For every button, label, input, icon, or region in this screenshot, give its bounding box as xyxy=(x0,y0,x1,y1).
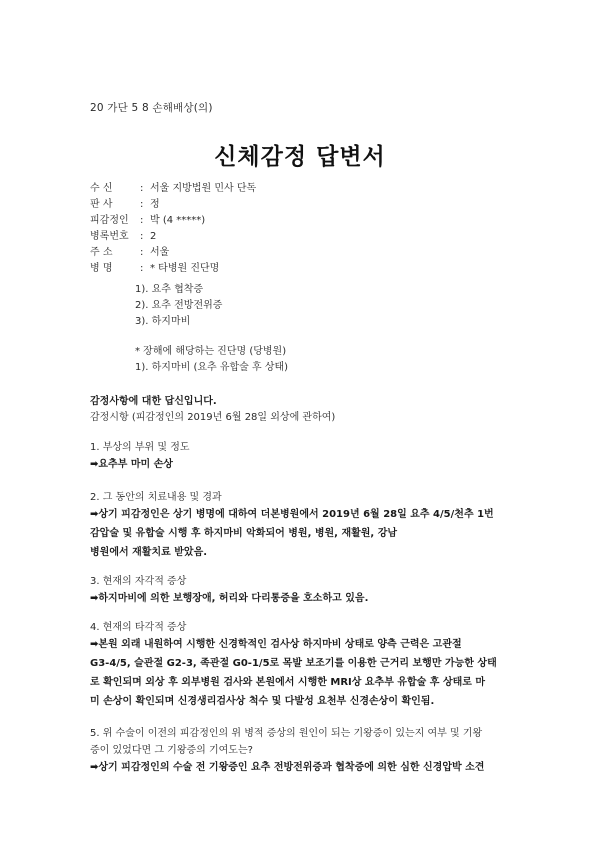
document-title: 신체감정 답변서 xyxy=(214,143,386,170)
section-5-question-line-1: 5. 위 수술이 이전의 피감정인의 위 병적 증상의 원인이 되는 기왕증이 있는지 여부 및 기왕 xyxy=(90,728,483,739)
section-2-answer-line-1: ➡상기 피감정인은 상기 병명에 대하여 더본병원에서 2019년 6월 28일 요추 4/5/천추 1번 xyxy=(90,509,494,520)
address-value: 서울 xyxy=(150,247,170,258)
answer-intro: 감정사항에 대한 답신입니다. xyxy=(90,396,217,407)
record-value: 2 xyxy=(150,231,157,242)
colon: : xyxy=(140,247,144,258)
section-4-answer-line-1: ➡본원 외래 내원하여 시행한 신경학적인 검사상 하지마비 상태로 양측 근력은 고관절 xyxy=(90,639,462,650)
diagnosis-ours-title: * 장해에 해당하는 진단명 (당병원) xyxy=(135,346,287,357)
diagnosis-ours-1: 1). 하지마비 (요추 유합술 후 상태) xyxy=(135,362,289,373)
record-label: 병록번호 xyxy=(90,231,129,242)
address-label: 주 소 xyxy=(90,247,113,258)
section-5-question-line-2: 증이 있었다면 그 기왕증의 기여도는? xyxy=(90,745,253,756)
colon: : xyxy=(140,183,144,194)
subject-label: 피감정인 xyxy=(90,215,129,226)
section-2-question: 2. 그 동안의 치료내용 및 경과 xyxy=(90,492,222,503)
section-4-question: 4. 현재의 타각적 증상 xyxy=(90,622,187,633)
section-4-answer-line-4: 미 손상이 확인되며 신경생리검사상 척수 및 다발성 요천부 신경손상이 확인됨. xyxy=(90,696,435,707)
section-1-answer: ➡요추부 마미 손상 xyxy=(90,459,173,470)
colon: : xyxy=(140,263,144,274)
diagnosis-label: 병 명 xyxy=(90,263,113,274)
answer-scope: 감정시항 (피감정인의 2019년 6월 28일 외상에 관하여) xyxy=(90,412,336,423)
recipient-row xyxy=(90,182,256,196)
judge-row xyxy=(90,198,160,212)
section-2-answer-line-3: 병원에서 재활치료 받았음. xyxy=(90,547,208,558)
section-4-answer-line-3: 로 확인되며 외상 후 외부병원 검사와 본원에서 시행한 MRI상 요추부 유합술 후 상태로 마 xyxy=(90,677,486,688)
section-1-question: 1. 부상의 부위 및 정도 xyxy=(90,442,190,453)
recipient-value: 서울 지방법원 민사 단독 xyxy=(150,183,257,194)
diagnosis-other-3: 3). 하지마비 xyxy=(135,316,191,327)
section-3-question: 3. 현재의 자각적 증상 xyxy=(90,576,187,587)
diagnosis-other-2: 2). 요추 전방전위증 xyxy=(135,300,223,311)
diagnosis-other-1: 1). 요추 협착증 xyxy=(135,284,204,295)
recipient-label: 수 신 xyxy=(90,183,113,194)
address-row xyxy=(90,246,169,260)
diagnosis-row xyxy=(90,262,219,276)
section-3-answer: ➡하지마비에 의한 보행장애, 허리와 다리통증을 호소하고 있음. xyxy=(90,593,369,604)
colon: : xyxy=(140,199,144,210)
record-row xyxy=(90,230,156,244)
colon: : xyxy=(140,215,144,226)
case-number: 20 가단 5 8 손해배상(의) xyxy=(90,102,213,114)
section-5-answer: ➡상기 피감정인의 수술 전 기왕증인 요추 전방전위증과 협착증에 의한 심한 신경압박 소견 xyxy=(90,762,485,773)
subject-value: 박 (4 *****) xyxy=(150,215,206,226)
diagnosis-value: * 타병원 진단명 xyxy=(150,263,220,274)
colon: : xyxy=(140,231,144,242)
subject-row xyxy=(90,214,205,228)
judge-value: 정 xyxy=(150,199,160,210)
judge-label: 판 사 xyxy=(90,199,113,210)
section-2-answer-line-2: 감압술 및 유합술 시행 후 하지마비 악화되어 병원, 병원, 재활원, 강남 xyxy=(90,528,398,539)
section-4-answer-line-2: G3-4/5, 슬관절 G2-3, 족관절 G0-1/5로 목발 보조기를 이용한 근거리 보행만 가능한 상태 xyxy=(90,658,497,669)
